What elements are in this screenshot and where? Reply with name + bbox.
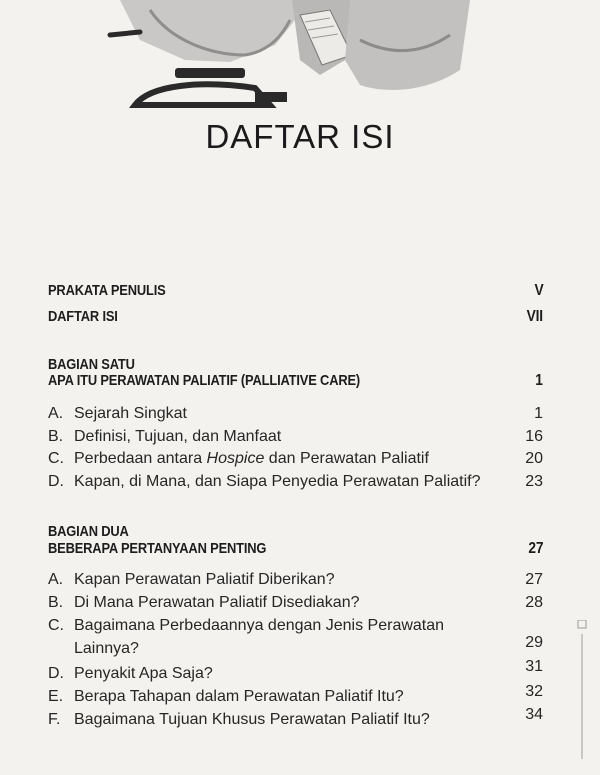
toc-item-text: Definisi, Tujuan, dan Manfaat xyxy=(74,428,282,445)
toc-entry-label: DAFTAR ISI xyxy=(48,308,118,325)
toc-item-letter: B. xyxy=(48,594,64,611)
toc-item-page: 32 xyxy=(525,683,543,700)
toc-item[interactable] xyxy=(48,571,543,593)
toc-item[interactable] xyxy=(48,683,543,710)
toc-item[interactable] xyxy=(48,594,543,616)
toc-item-letter: D. xyxy=(48,665,64,682)
toc-item-text: Penyakit Apa Saja? xyxy=(74,665,213,682)
part-heading-label: BAGIAN DUA xyxy=(48,523,129,540)
toc-entry-page: V xyxy=(533,282,543,299)
page-title: DAFTAR ISI xyxy=(205,118,395,155)
toc-entry-label: PRAKATA PENULIS xyxy=(48,282,166,299)
part-heading-label: BAGIAN SATU xyxy=(48,356,135,373)
toc-item-text-post: dan Perawatan Paliatif xyxy=(264,450,429,467)
toc-item-page: 16 xyxy=(525,428,543,445)
part-title: BEBERAPA PERTANYAAN PENTING xyxy=(48,540,267,557)
toc-entry-page: VII xyxy=(526,308,543,325)
toc-item-page: 20 xyxy=(525,450,543,467)
toc-part-entry[interactable] xyxy=(48,540,543,562)
toc-entry-page: 1 xyxy=(535,372,543,389)
toc-item[interactable] xyxy=(48,405,543,427)
toc-item-text: Berapa Tahapan dalam Perawatan Paliatif Itu? xyxy=(74,688,404,705)
toc-item-text-em: Hospice xyxy=(206,450,265,467)
toc-item-letter: A. xyxy=(48,405,64,422)
toc-item-page: 1 xyxy=(534,405,543,422)
toc-front-matter-entry[interactable] xyxy=(48,308,543,330)
toc-item-text: Sejarah Singkat xyxy=(74,405,187,422)
toc-item-text: Kapan Perawatan Paliatif Diberikan? xyxy=(74,571,335,588)
toc-item[interactable] xyxy=(48,706,543,733)
toc-item-letter: D. xyxy=(48,473,64,490)
toc-item-page: 34 xyxy=(525,706,543,723)
toc-item-letter: E. xyxy=(48,688,64,705)
toc-item[interactable] xyxy=(48,450,543,472)
toc-item-letter: F. xyxy=(48,711,61,728)
toc-item-letter: C. xyxy=(48,450,64,467)
toc-item-page: 27 xyxy=(525,571,543,588)
toc-item[interactable] xyxy=(48,428,543,450)
toc-front-matter-entry[interactable] xyxy=(48,282,543,304)
toc-item-text: Kapan, di Mana, dan Siapa Penyedia Perawatan Paliatif? xyxy=(74,473,481,490)
toc-item-letter: C. xyxy=(48,617,64,634)
toc-item-text: Bagaimana Tujuan Khusus Perawatan Paliatif Itu? xyxy=(74,711,430,728)
toc-item-page: 29 xyxy=(525,634,543,651)
toc-item[interactable] xyxy=(48,473,543,495)
toc-item[interactable] xyxy=(48,658,543,687)
toc-item-page: 28 xyxy=(525,594,543,611)
scanner-watermark xyxy=(576,620,588,765)
toc-entry-page: 27 xyxy=(528,540,543,557)
part-title: APA ITU PERAWATAN PALIATIF (PALLIATIVE CARE) xyxy=(48,372,361,389)
header-illustration xyxy=(0,0,600,110)
toc-item-text-cont: Lainnya? xyxy=(74,640,139,657)
toc-item-continuation[interactable] xyxy=(48,634,543,662)
caregiver-illustration xyxy=(110,0,470,105)
toc-item-text-pre: Perbedaan antara xyxy=(74,450,207,467)
toc-item-text: Bagaimana Perbedaannya dengan Jenis Perawatan xyxy=(74,617,445,634)
toc-item-page: 31 xyxy=(525,658,543,675)
toc-item-letter: B. xyxy=(48,428,64,445)
toc-item-page: 23 xyxy=(525,473,543,490)
toc-item-letter: A. xyxy=(48,571,64,588)
toc-part-entry[interactable] xyxy=(48,372,543,394)
toc-item[interactable] xyxy=(48,617,543,639)
toc-item-text: Di Mana Perawatan Paliatif Disediakan? xyxy=(74,594,360,611)
